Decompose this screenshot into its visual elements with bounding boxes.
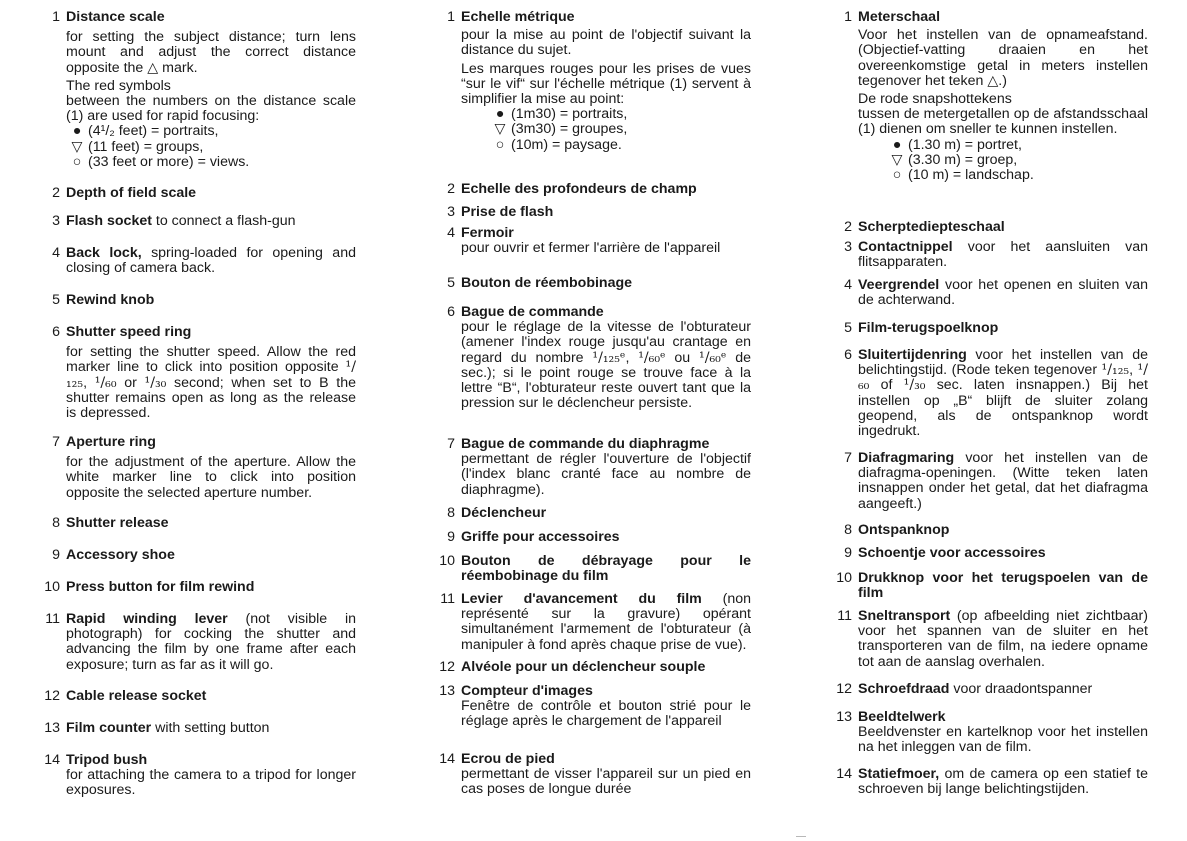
item-title: Echelle des profondeurs de champ (461, 181, 697, 197)
item-title: Depth of field scale (66, 185, 197, 201)
item-number: 12 (439, 659, 455, 675)
item-text: for attaching the camera to a tripod for longer exposures. (66, 767, 356, 799)
en-item-3 (38, 214, 356, 229)
item-text: pour ouvrir et fermer l'arrière de l'appareil (461, 240, 721, 257)
item-text: for setting the shutter speed. Allow the red marker line to click into position opposite ¹/₁₂₅, ¹/₆₀ or ¹/₃₀ second; when set to B the shutter remains open as long as the release is depressed. (66, 344, 356, 422)
item-text: pour le réglage de la vitesse de l'obturateur (amener l'index rouge jusqu'au crantage en regard du nombre ¹/₁₂₅ᵉ, ¹/₆₀ᵉ ou ¹/₆₀ᵉ de sec.); si le point rouge se trouve face à la lettre “B“, l'obturateur reste ouvert tant que la pression sur le déclencheur persiste. (461, 319, 751, 412)
open-circle-icon: ○ (495, 136, 505, 153)
en-item-10 (38, 580, 356, 595)
item-title: Ontspanknop (858, 522, 950, 538)
nl-item-3 (830, 240, 1148, 270)
nl-item-5 (830, 321, 1148, 336)
symbol-row: ○ (33 feet or more) = views. (66, 155, 356, 170)
item-title: Schoentje voor accessoires (858, 545, 1046, 561)
item-text: spring-loaded for opening and closing of camera back. (66, 245, 356, 277)
fr-item-9 (433, 530, 751, 545)
symbol-row: ▽ (11 feet) = groups, (66, 140, 356, 155)
item-title: Sluitertijdenring (858, 347, 967, 363)
item-title: Flash socket (66, 213, 152, 229)
item-text: for setting the subject distance; turn lens mount and adjust the correct distance opposite the △ mark. (66, 29, 356, 76)
nl-item-2 (830, 220, 1148, 235)
item-number: 6 (844, 347, 852, 363)
item-title: Shutter speed ring (66, 324, 192, 340)
red-symbols-heading: De rode snapshottekens (858, 91, 1012, 108)
item-title: Accessory shoe (66, 547, 175, 563)
item-number: 8 (844, 522, 852, 538)
item-title: Meterschaal (858, 9, 941, 25)
item-title: Statiefmoer, (858, 766, 940, 782)
item-title: Levier d'avancement du film (461, 591, 702, 607)
item-number: 8 (447, 505, 455, 521)
nl-item-11 (830, 609, 1148, 670)
item-title: Echelle métrique (461, 9, 575, 25)
nl-item-8 (830, 523, 1148, 538)
en-item-5 (38, 293, 356, 308)
symbol-row: ○ (10m) = paysage. (489, 138, 751, 153)
filled-circle-icon: ● (495, 106, 505, 123)
en-item-4 (38, 246, 356, 276)
item-title: Sneltransport (858, 608, 951, 624)
en-item-1 (38, 10, 356, 170)
item-number: 3 (447, 204, 455, 220)
fr-item-8 (433, 506, 751, 521)
fr-item-13 (433, 684, 751, 730)
item-title: Tripod bush (66, 752, 148, 768)
fr-item-1 (433, 10, 751, 153)
triangle-down-icon: ▽ (494, 121, 506, 138)
item-title: Griffe pour accessoires (461, 529, 620, 545)
item-title: Aperture ring (66, 434, 156, 450)
item-number: 5 (52, 292, 60, 308)
item-title: Rapid winding lever (66, 611, 228, 627)
item-title: Prise de flash (461, 204, 554, 220)
item-text: voor het aansluiten van flitsapparaten. (858, 239, 1148, 271)
en-item-6 (38, 325, 356, 421)
fr-item-7 (433, 437, 751, 498)
open-circle-icon: ○ (72, 153, 82, 170)
item-number: 7 (447, 436, 455, 452)
fr-item-11 (433, 592, 751, 653)
item-number: 4 (844, 277, 852, 293)
item-text: to connect a flash-gun (151, 213, 296, 229)
symbol-row: ○ (10 m) = landschap. (886, 168, 1148, 183)
item-text: with setting button (151, 720, 270, 736)
nl-item-10 (830, 571, 1148, 601)
item-title: Distance scale (66, 9, 165, 25)
item-number: 11 (45, 611, 60, 627)
item-number: 9 (447, 529, 455, 545)
item-number: 2 (447, 181, 455, 197)
item-title: Film-terugspoelknop (858, 320, 999, 336)
fr-item-5 (433, 276, 751, 291)
item-number: 7 (52, 434, 60, 450)
item-title: Compteur d'images (461, 683, 593, 699)
item-number: 8 (52, 515, 60, 531)
item-title: Fermoir (461, 225, 514, 241)
fr-item-3 (433, 205, 751, 220)
item-number: 14 (439, 751, 455, 767)
en-item-13 (38, 721, 356, 736)
red-symbols-text: tussen de metergetallen op de afstandsschaal (1) dienen om sneller te kunnen instellen. (858, 106, 1148, 138)
en-item-2 (38, 186, 356, 201)
fr-item-6 (433, 305, 751, 411)
nl-item-9 (830, 546, 1148, 561)
item-title: Bague de commande (461, 304, 604, 320)
nl-item-14 (830, 767, 1148, 797)
item-title: Alvéole pour un déclencheur souple (461, 659, 706, 675)
en-item-11 (38, 612, 356, 673)
item-number: 3 (52, 213, 60, 229)
nl-item-1 (830, 10, 1148, 183)
item-title: Press button for film rewind (66, 579, 255, 595)
item-title: Bouton de débrayage pour le réembobinage du film (461, 553, 751, 585)
triangle-down-icon: ▽ (891, 151, 903, 168)
item-number: 3 (844, 239, 852, 255)
item-title: Schroefdraad (858, 681, 950, 697)
item-title: Scherptediepteschaal (858, 219, 1005, 235)
item-text: voor draadontspanner (949, 681, 1093, 697)
item-number: 1 (447, 9, 455, 25)
item-text: Voor het instellen van de opnameafstand. (Objectief-vatting draaien en het overeenkomstige getal in meters instellen tegenover het teken △.) (858, 27, 1148, 89)
fr-item-4 (433, 226, 751, 256)
item-text: Diafragmaring voor het instellen van de diafragma-openingen. (Witte teken laten insnappen onder het getal, dat het diafragma aangeeft.) (858, 450, 1148, 512)
item-number: 4 (52, 245, 60, 261)
item-number: 11 (837, 608, 852, 624)
item-text: Sluitertijdenring voor het instellen van de belichtingstijd. (Rode teken tegenover ¹/₁₂₅, ¹/₆₀ of ¹/₃₀ sec. laten insnappen.) Bij het instellen op „B“ blijft de sluiter zolang geopend, als de ontspanknop wordt ingedrukt. (858, 347, 1148, 440)
en-item-9 (38, 548, 356, 563)
item-number: 10 (439, 553, 455, 569)
en-item-12 (38, 689, 356, 704)
item-number: 5 (447, 275, 455, 291)
item-number: 13 (439, 683, 455, 699)
item-number: 1 (844, 9, 852, 25)
item-number: 14 (836, 766, 852, 782)
item-title: Bague de commande du diaphragme (461, 436, 710, 452)
filled-circle-icon: ● (72, 123, 82, 140)
red-symbols-text: Les marques rouges pour les prises de vues “sur le vif“ sur l'échelle métrique (1) servent à simplifier la mise au point: (461, 60, 751, 108)
item-text: (not visible in photograph) for cocking the shutter and advancing the film by one frame after each exposure; turn as far as it will go. (66, 611, 356, 673)
red-symbols-text: between the numbers on the distance scale (1) are used for rapid focusing: (66, 93, 356, 125)
item-number: 1 (52, 9, 60, 25)
item-number: 2 (52, 185, 60, 201)
item-number: 6 (447, 304, 455, 320)
item-text: Statiefmoer, om de camera op een statief te schroeven bij lange belichtingstijden. (858, 766, 1148, 798)
item-number: 6 (52, 324, 60, 340)
symbol-row: ● (4¹/₂ feet) = portraits, (66, 124, 356, 139)
item-number: 5 (844, 320, 852, 336)
en-item-7 (38, 435, 356, 501)
symbol-row: ▽ (3m30) = groupes, (489, 122, 751, 137)
item-title: Rewind knob (66, 292, 155, 308)
fr-item-2 (433, 182, 751, 197)
item-number: 7 (844, 450, 852, 466)
filled-circle-icon: ● (892, 136, 902, 153)
item-text: pour la mise au point de l'objectif suivant la distance du sujet. (461, 27, 751, 59)
symbol-row: ● (1.30 m) = portret, (886, 138, 1148, 153)
index-triangle-icon: △ (147, 59, 159, 76)
item-text: Sneltransport (op afbeelding niet zichtbaar) voor het spannen van de sluiter en het transporteren van de film, na iedere opname tot aan de aanslag overhalen. (858, 608, 1148, 670)
nl-item-7 (830, 451, 1148, 512)
item-title: Veergrendel (858, 277, 940, 293)
item-number: 13 (836, 709, 852, 725)
nl-item-6 (830, 348, 1148, 439)
item-number: 12 (44, 688, 60, 704)
nl-item-13 (830, 710, 1148, 756)
fr-item-14 (433, 752, 751, 798)
triangle-down-icon: ▽ (71, 138, 83, 155)
item-title: Diafragmaring (858, 450, 955, 466)
item-title: Contactnippel (858, 239, 953, 255)
item-text: Beeldvenster en kartelknop voor het instellen na het inleggen van de film. (858, 724, 1148, 756)
item-number: 9 (844, 545, 852, 561)
item-text: Fenêtre de contrôle et bouton strié pour le réglage après le chargement de l'appareil (461, 698, 751, 730)
item-number: 13 (44, 720, 60, 736)
item-title: Film counter (66, 720, 152, 736)
scan-mark (796, 836, 806, 837)
item-text: for the adjustment of the aperture. Allow the white marker line to click into position opposite the selected aperture number. (66, 454, 356, 501)
en-item-8 (38, 516, 356, 531)
item-text: (non représenté sur la gravure) opérant simultanément l'armement de l'obturateur (à manipuler à fond après chaque prise de vue). (461, 591, 751, 653)
item-number: 12 (836, 681, 852, 697)
item-number: 9 (52, 547, 60, 563)
item-text: permettant de visser l'appareil sur un pied en cas poses de longue durée (461, 766, 751, 798)
nl-item-12 (830, 682, 1148, 697)
item-title: Shutter release (66, 515, 169, 531)
item-title: Déclencheur (461, 505, 547, 521)
item-title: Cable release socket (66, 688, 207, 704)
item-number: 14 (44, 752, 60, 768)
open-circle-icon: ○ (892, 167, 902, 184)
en-item-14 (38, 753, 356, 799)
fr-item-10 (433, 554, 751, 584)
item-number: 4 (447, 225, 455, 241)
item-title: Beeldtelwerk (858, 709, 946, 725)
item-number: 11 (440, 591, 455, 607)
item-text: permettant de régler l'ouverture de l'objectif (l'index blanc cranté face au nombre de diaphragme). (461, 451, 751, 498)
item-title: Bouton de réembobinage (461, 275, 633, 291)
symbol-row: ▽ (3.30 m) = groep, (886, 153, 1148, 168)
index-triangle-icon: △ (987, 72, 999, 89)
item-title: Ecrou de pied (461, 751, 555, 767)
symbol-row: ● (1m30) = portraits, (489, 107, 751, 122)
red-symbols-heading: The red symbols (66, 77, 171, 94)
fr-item-12 (433, 660, 751, 675)
item-number: 10 (44, 579, 60, 595)
item-number: 10 (836, 570, 852, 586)
item-title: Back lock, (66, 245, 142, 261)
item-number: 2 (844, 219, 852, 235)
nl-item-4 (830, 278, 1148, 308)
item-title: Drukknop voor het terugspoelen van de film (858, 570, 1148, 602)
item-text: voor het openen en sluiten van de achterwand. (858, 277, 1148, 309)
